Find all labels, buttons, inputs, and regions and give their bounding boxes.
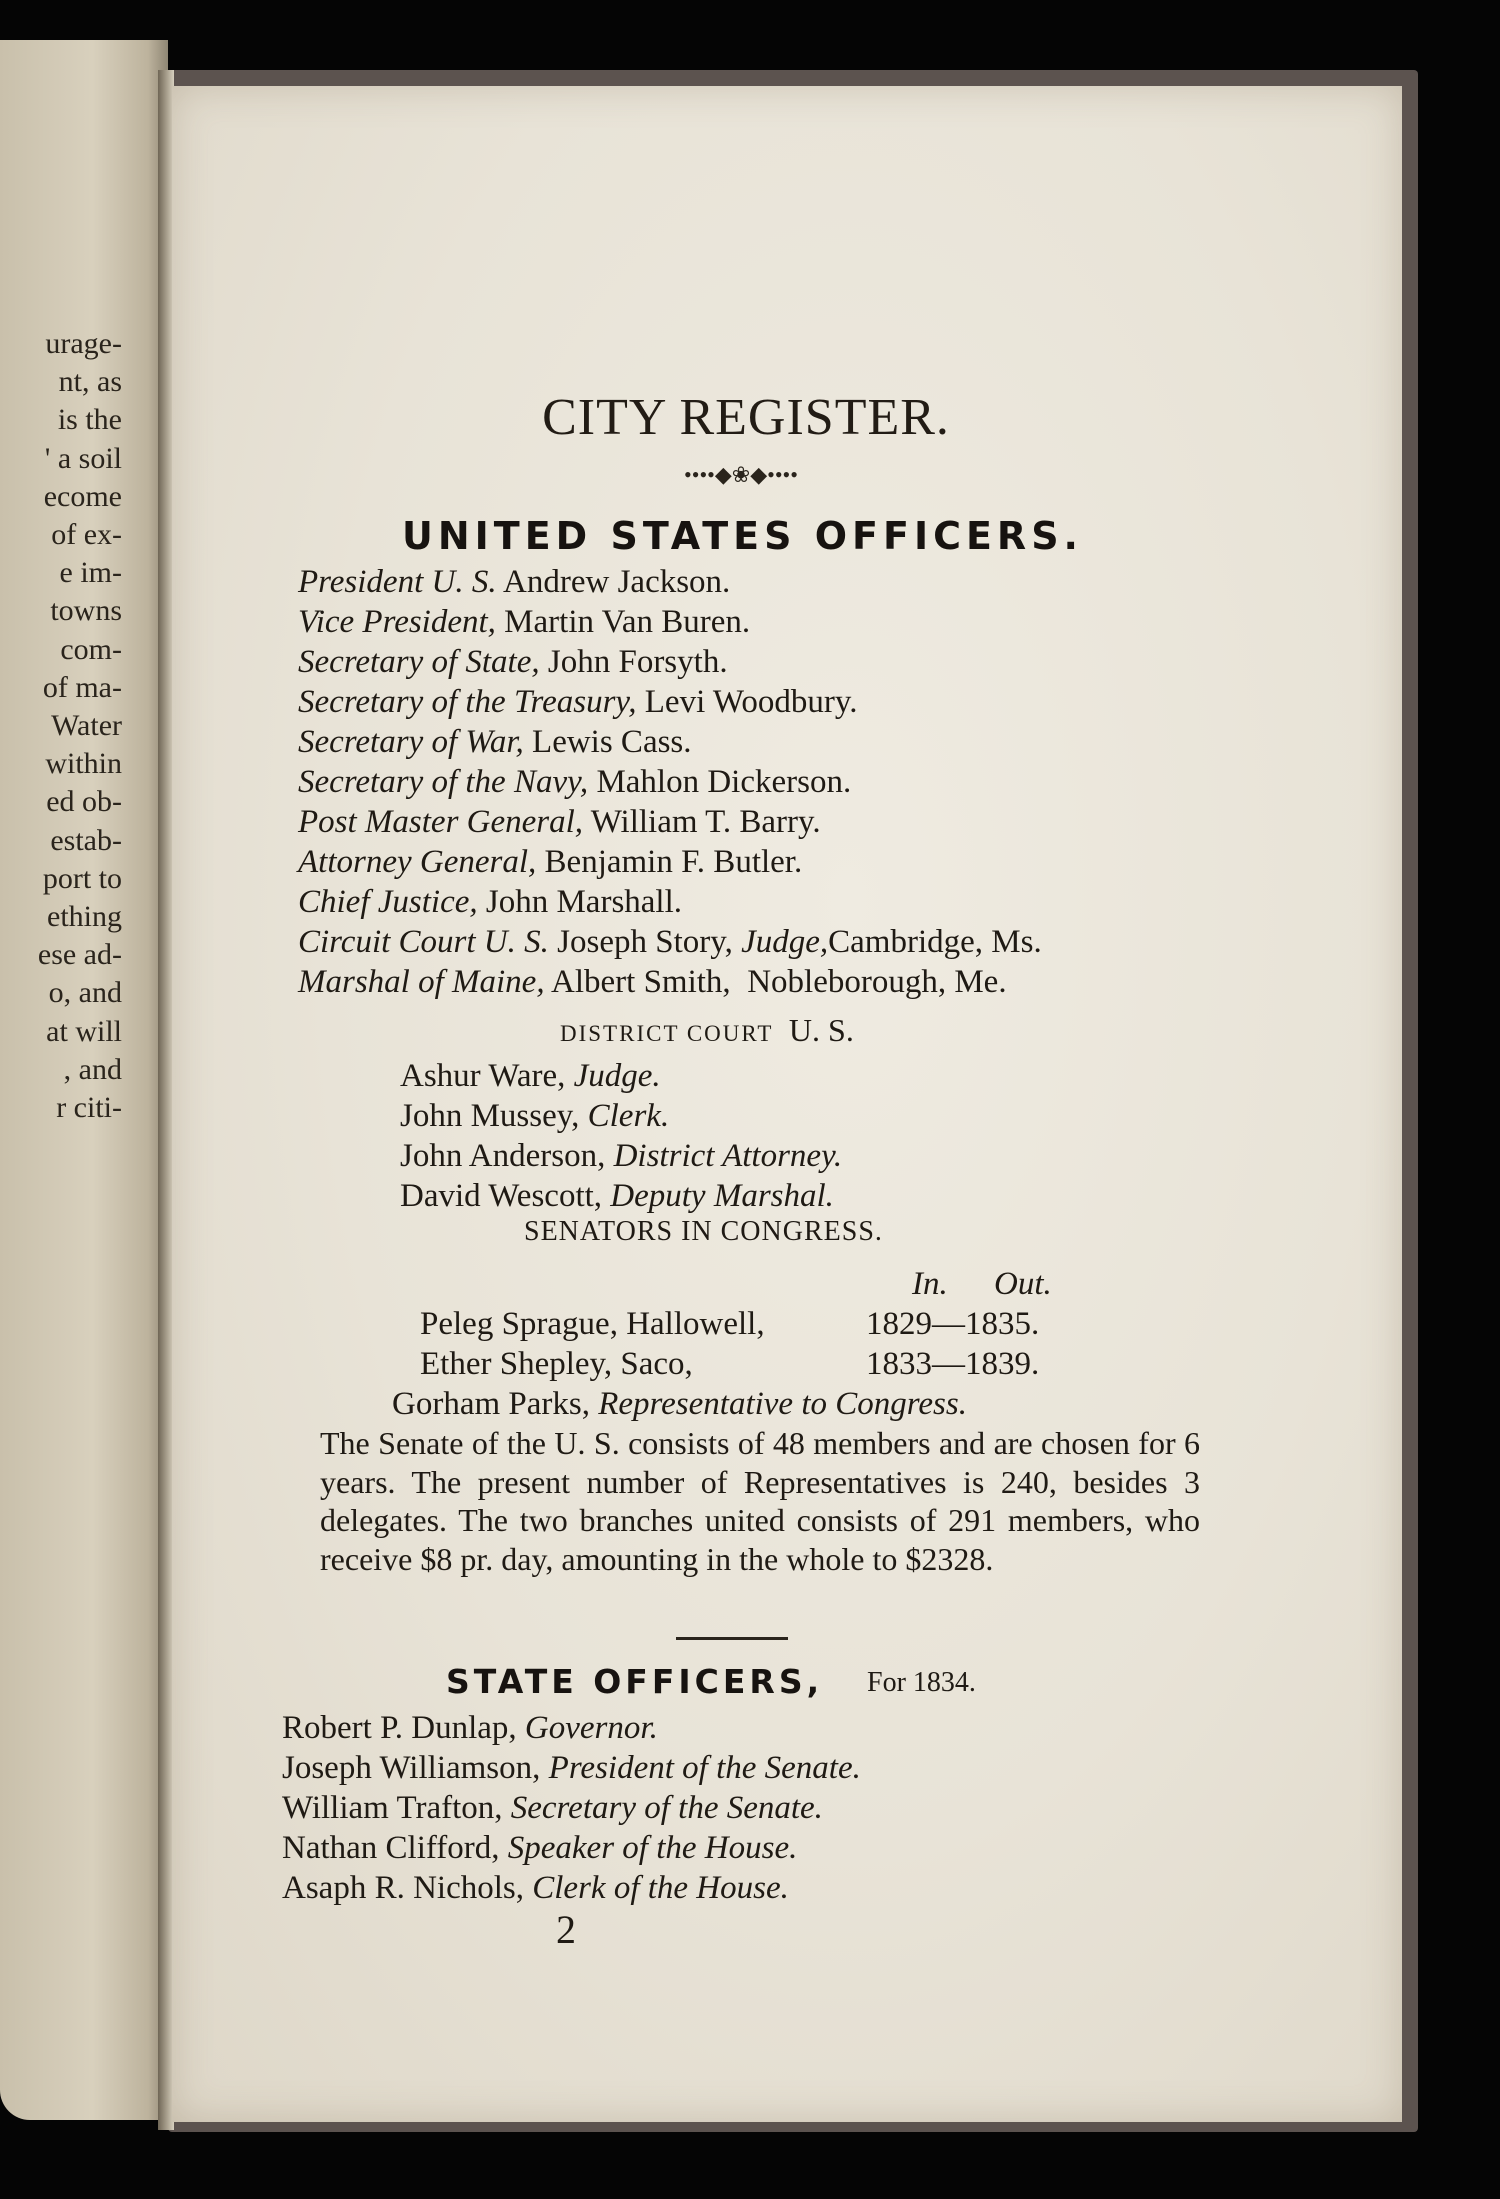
officer-name: Mahlon Dickerson. (596, 764, 852, 800)
office-title: Secretary of War, (298, 724, 524, 760)
facing-line: com- (60, 632, 122, 666)
col-out-header: Out. (994, 1266, 1052, 1302)
us-officers-heading: UNITED STATES OFFICERS. (402, 514, 1083, 558)
state-officer-row (282, 1748, 861, 1788)
office-title: Vice President, (298, 604, 496, 640)
district-court-row (400, 1096, 669, 1136)
office-title: Circuit Court U. S. (298, 924, 549, 960)
facing-line: ething (47, 900, 122, 934)
facing-line: of ma- (42, 670, 122, 704)
us-officer-row (298, 722, 692, 762)
official-name: Ashur Ware, (400, 1058, 566, 1094)
official-role: Speaker of the House. (507, 1830, 798, 1866)
us-officer-row (298, 802, 821, 842)
state-officers-year: For 1834. (867, 1667, 976, 1698)
officer-name: Andrew Jackson. (503, 564, 731, 600)
senator-name: Ether Shepley, Saco, (420, 1346, 693, 1382)
state-officer-row (282, 1788, 823, 1828)
officer-name: Benjamin F. Butler. (544, 844, 803, 880)
official-role: Clerk. (587, 1098, 670, 1134)
office-title: Secretary of State, (298, 644, 540, 680)
official-role: Deputy Marshal. (610, 1178, 834, 1214)
us-officer-row (298, 602, 750, 642)
facing-line: ese ad- (37, 938, 122, 972)
official-role: Judge. (573, 1058, 661, 1094)
facing-line: , and (63, 1052, 122, 1086)
facing-line: ed ob- (46, 785, 122, 819)
facing-line: urage- (45, 327, 122, 360)
official-name: William Trafton, (282, 1790, 503, 1826)
official-role: District Attorney. (613, 1138, 843, 1174)
officer-place: Nobleborough, Me. (747, 964, 1007, 1000)
official-role: President of the Senate. (548, 1750, 861, 1786)
us-officer-row (298, 682, 858, 722)
officer-name: Lewis Cass. (532, 724, 692, 760)
official-name: Robert P. Dunlap, (282, 1710, 517, 1746)
facing-line: within (45, 747, 122, 781)
signature-mark: 2 (556, 1907, 576, 1952)
us-officer-row (298, 922, 1042, 962)
official-role: Clerk of the House. (532, 1870, 789, 1906)
district-court-row (400, 1176, 834, 1216)
official-role: Governor. (524, 1710, 658, 1746)
state-officers-heading: STATE OFFICERS, (446, 1662, 824, 1701)
district-court-heading-text: DISTRICT COURT (560, 1021, 774, 1046)
us-officer-row (298, 842, 802, 882)
us-officer-row (298, 642, 728, 682)
officer-name: John Forsyth. (547, 644, 728, 680)
representative-role: Representative to Congress. (598, 1386, 967, 1422)
official-name: John Anderson, (400, 1138, 606, 1174)
office-title: Marshal of Maine, (298, 964, 545, 1000)
facing-line: estab- (50, 823, 122, 857)
official-name: John Mussey, (400, 1098, 580, 1134)
facing-line: e im- (59, 556, 122, 590)
facing-line: towns (50, 594, 122, 628)
officer-name: John Marshall. (485, 884, 683, 920)
page-title: CITY REGISTER. (542, 389, 950, 446)
facing-page (0, 40, 168, 2120)
district-court-row (400, 1136, 842, 1176)
senator-name: Peleg Sprague, Hallowell, (420, 1306, 765, 1342)
officer-name: Martin Van Buren. (504, 604, 751, 640)
official-name: Joseph Williamson, (282, 1750, 541, 1786)
senator-term: 1833—1839. (866, 1346, 1040, 1382)
official-role: Secretary of the Senate. (510, 1790, 823, 1826)
senator-term: 1829—1835. (866, 1306, 1040, 1342)
district-court-row (400, 1056, 661, 1096)
us-officer-row (298, 762, 851, 802)
representative-name: Gorham Parks, (392, 1386, 590, 1422)
office-title: President U. S. (298, 564, 497, 600)
senators-heading: SENATORS IN CONGRESS. (524, 1216, 883, 1247)
district-court-heading-us: U. S. (788, 1012, 854, 1048)
col-in-header: In. (912, 1266, 948, 1302)
official-name: David Wescott, (400, 1178, 603, 1214)
officer-place: Cambridge, Ms. (828, 924, 1042, 960)
official-name: Nathan Clifford, (282, 1830, 500, 1866)
us-officer-row (298, 882, 682, 922)
facing-line: of ex- (51, 518, 122, 552)
officer-name: Albert Smith, (551, 964, 731, 1000)
state-officer-row (282, 1828, 797, 1868)
representative-row (392, 1384, 967, 1424)
us-officer-row (298, 962, 1007, 1002)
senate-paragraph: The Senate of the U. S. consists of 48 members and are chosen for 6 years. The present number of Representatives is 240, besides 3 delegates. The two branches united consists of 291 members, who receive $8 pr. day, amounting in the whole to $2328. (320, 1425, 1200, 1577)
officer-name: Levi Woodbury. (644, 684, 858, 720)
facing-line: at will (46, 1014, 122, 1048)
office-title: Chief Justice, (298, 884, 478, 920)
office-title: Secretary of the Navy, (298, 764, 589, 800)
facing-line: nt, as (58, 365, 122, 399)
district-court-heading (560, 1012, 854, 1049)
office-title: Secretary of the Treasury, (298, 684, 637, 720)
officer-name: Joseph Story, (557, 924, 733, 960)
ornament-divider: ••••◆❀◆•••• (684, 462, 798, 487)
section-rule (676, 1637, 788, 1640)
official-name: Asaph R. Nichols, (282, 1870, 524, 1906)
facing-line: port to (42, 861, 122, 895)
facing-line: ' a soil (44, 441, 122, 475)
office-title: Post Master General, (298, 804, 584, 840)
state-officer-row (282, 1708, 658, 1748)
facing-line: ecome (43, 479, 122, 513)
facing-line: o, and (48, 976, 122, 1010)
us-officer-row (298, 562, 730, 602)
facing-line: Water (51, 709, 122, 743)
officer-role: Judge, (741, 924, 829, 960)
facing-line: is the (57, 403, 122, 437)
facing-line: r citi- (56, 1091, 122, 1125)
office-title: Attorney General, (298, 844, 537, 880)
state-officer-row (282, 1868, 789, 1908)
officer-name: William T. Barry. (590, 804, 821, 840)
